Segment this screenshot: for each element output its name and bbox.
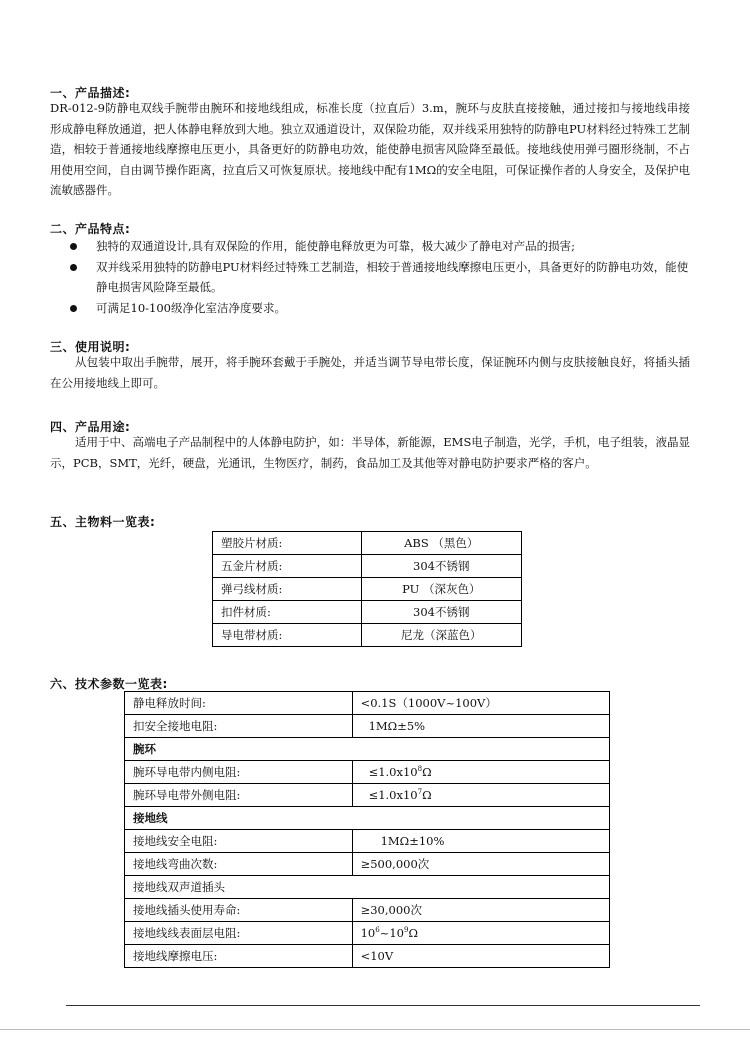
- table-row: 腕环导电带外侧电阻: $\le 1.0x10^7\Omega$: [125, 784, 610, 807]
- list-item: 双并线采用独特的防静电PU材料经过特殊工艺制造，相较于普通接地线摩擦电压更小，具备更好的防静电功效，能使静电损害风险降至最低。: [70, 257, 690, 298]
- list-item: 独特的双通道设计,具有双保险的作用，能使静电释放更为可靠，极大减少了静电对产品的损害;: [70, 236, 690, 257]
- section-title-materials: 五、主物料一览表:: [50, 515, 156, 529]
- applications-paragraph: 适用于中、高端电子产品制程中的人体静电防护，如：半导体，新能源，EMS电子制造，光学，手机，电子组装，液晶显示，PCB，SMT，光纤，硬盘，光通讯，生物医疗，制药，食品加工及其他等对静电防护要求严格的客户。: [50, 435, 690, 470]
- table-group-row: 腕环: [125, 738, 610, 761]
- table-row: 五金片材质: 304不锈钢: [213, 555, 522, 578]
- table-row: 接地线弯曲次数: ≥500,000次: [125, 853, 610, 876]
- table-row: 接地线线表面层电阻: $10^6\sim 10^9\Omega$: [125, 922, 610, 945]
- table-row: 接地线双声道插头: [125, 876, 610, 899]
- table-row: 弹弓线材质: PU （深灰色）: [213, 578, 522, 601]
- section-title-description: 一、产品描述:: [50, 86, 131, 100]
- bullet-icon: [70, 264, 77, 271]
- table-row: 扣安全接地电阻: 1MΩ±5%: [125, 715, 610, 738]
- specs-table: [124, 691, 610, 968]
- section-title-usage: 三、使用说明:: [50, 340, 131, 354]
- table-row: 静电释放时间: <0.1S（1000V~100V）: [125, 692, 610, 715]
- table-row: 接地线安全电阻: 1MΩ±10%: [125, 830, 610, 853]
- table-row: 腕环导电带内侧电阻: $\le 1.0x10^8\Omega$: [125, 761, 610, 784]
- list-item: 可满足10-100级净化室洁净度要求。: [70, 298, 690, 319]
- bullet-icon: [70, 243, 77, 250]
- table-group-row: 接地线: [125, 807, 610, 830]
- section-title-specs: 六、技术参数一览表:: [50, 677, 168, 691]
- section-title-features: 二、产品特点:: [50, 222, 131, 236]
- page-bottom-divider: [0, 1029, 750, 1030]
- table-row: 接地线摩擦电压: <10V: [125, 945, 610, 968]
- table-row: 导电带材质: 尼龙（深蓝色）: [213, 624, 522, 647]
- table-row: 塑胶片材质: ABS （黑色）: [213, 532, 522, 555]
- description-paragraph: DR-012-9防静电双线手腕带由腕环和接地线组成，标准长度（拉直后）3.m，腕环与皮肤直接接触，通过接扣与接地线串接形成静电释放通道，把人体静电释放到大地。独立双通道设计，双保险功能，双并线采用独特的防静电PU材料经过特殊工艺制造，相较于普通接地线摩擦电压更小，具备更好的防静电功效，能使静电损害风险降至最低。接地线使用弹弓圈形绕制，不占用使用空间，自由调节操作距离，拉直后又可恢复原状。接地线中配有1MΩ的安全电阻，可保证操作者的人身安全，及保护电流敏感器件。: [50, 101, 690, 197]
- footer-divider: [66, 1005, 700, 1006]
- table-row: 接地线插头使用寿命: ≥30,000次: [125, 899, 610, 922]
- materials-table: [212, 531, 522, 647]
- features-list: [70, 236, 690, 318]
- usage-paragraph: 从包装中取出手腕带，展开，将手腕环套戴于手腕处，并适当调节导电带长度，保证腕环内侧与皮肤接触良好，将插头插在公用接地线上即可。: [50, 355, 690, 390]
- bullet-icon: [70, 305, 77, 312]
- table-row: 扣件材质: 304不锈钢: [213, 601, 522, 624]
- section-title-applications: 四、产品用途:: [50, 420, 131, 434]
